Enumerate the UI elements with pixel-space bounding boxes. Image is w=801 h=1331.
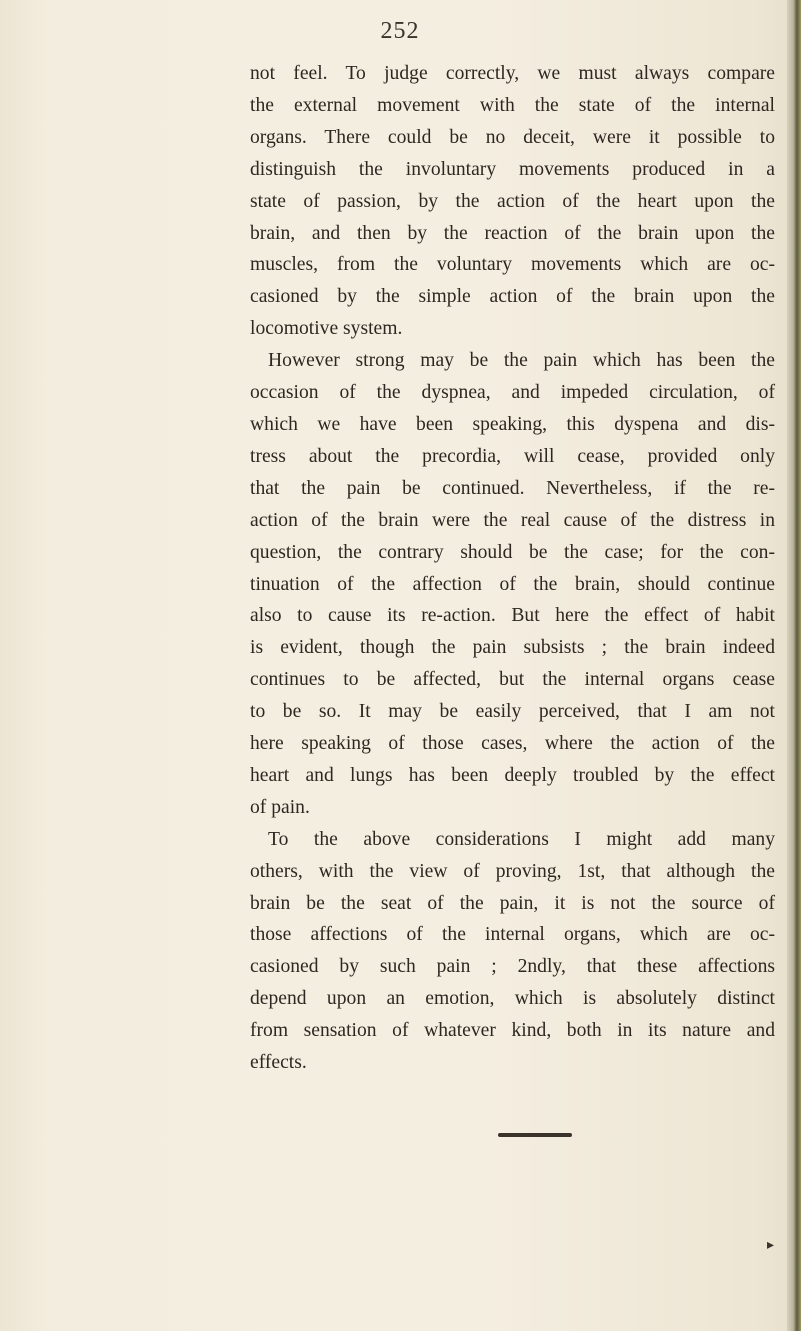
text-line: organs. There could be no deceit, were it possible to: [250, 126, 775, 148]
text-line: brain, and then by the reaction of the brain upon the: [250, 222, 775, 244]
text-line: action of the brain were the real cause of the distress in: [250, 509, 775, 531]
text-line: of pain.: [250, 796, 310, 818]
text-line: distinguish the involuntary movements produced in a: [250, 158, 775, 180]
text-line: To the above considerations I might add many: [268, 828, 775, 850]
paragraph-1: [250, 58, 775, 345]
text-line: occasion of the dyspnea, and impeded circulation, of: [250, 382, 775, 404]
body-text: [250, 58, 775, 1079]
text-line: the external movement with the state of the internal: [250, 94, 775, 116]
text-line: that the pain be continued. Nevertheless, if the re-: [250, 477, 775, 499]
text-line: to be so. It may be easily perceived, that I am not: [250, 701, 775, 723]
text-line: heart and lungs has been deeply troubled by the effect: [250, 764, 775, 786]
text-line: state of passion, by the action of the heart upon the: [250, 190, 775, 212]
text-line: those affections of the internal organs, which are oc-: [250, 924, 775, 946]
text-line: tinuation of the affection of the brain, should continue: [250, 573, 775, 595]
text-line: locomotive system.: [250, 318, 403, 340]
text-line: However strong may be the pain which has been the: [268, 350, 775, 372]
text-line: others, with the view of proving, 1st, that although the: [250, 860, 775, 882]
text-line: also to cause its re-action. But here the effect of habit: [250, 605, 775, 627]
page-number: 252: [380, 18, 420, 44]
text-line: casioned by such pain ; 2ndly, that these affections: [250, 956, 775, 978]
text-line: brain be the seat of the pain, it is not the source of: [250, 892, 775, 914]
text-line: is evident, though the pain subsists ; the brain indeed: [250, 637, 775, 659]
end-rule: [498, 1133, 572, 1137]
text-line: from sensation of whatever kind, both in its nature and: [250, 1020, 775, 1042]
text-line: here speaking of those cases, where the action of the: [250, 733, 775, 755]
margin-mark: ▸: [767, 1238, 775, 1253]
text-line: question, the contrary should be the case; for the con-: [250, 541, 775, 563]
text-line: muscles, from the voluntary movements which are oc-: [250, 254, 775, 276]
page-edge: [787, 0, 801, 1331]
text-line: effects.: [250, 1052, 307, 1074]
text-line: casioned by the simple action of the brain upon the: [250, 286, 775, 308]
text-line: which we have been speaking, this dyspena and dis-: [250, 413, 775, 435]
paragraph-3: [250, 824, 775, 1079]
text-line: depend upon an emotion, which is absolutely distinct: [250, 988, 775, 1010]
text-line: continues to be affected, but the internal organs cease: [250, 669, 775, 691]
text-line: tress about the precordia, will cease, provided only: [250, 445, 775, 467]
paragraph-2: [250, 345, 775, 824]
text-line: not feel. To judge correctly, we must always compare: [250, 63, 775, 84]
